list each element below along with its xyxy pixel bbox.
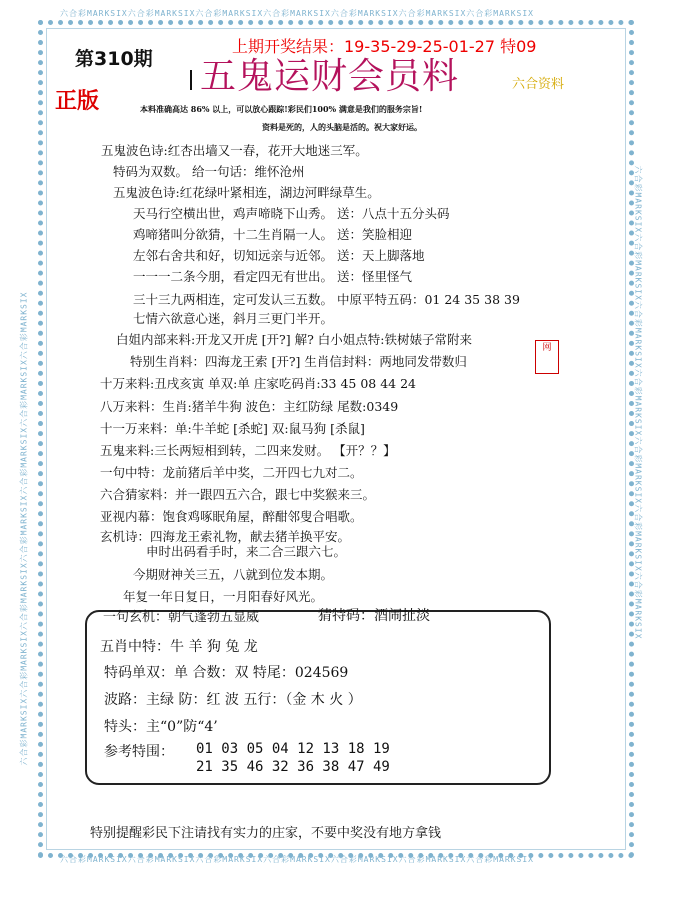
odd-even-line: 特码单双：单 合数：双 特尾：024569	[104, 665, 349, 681]
watermark-left: 六合彩MARKSIX六合彩MARKSIX六合彩MARKSIX六合彩MARKSIX六合彩MARKSIX六合彩MARKSIX六合彩MARKSIX	[19, 291, 29, 766]
riddle-line: 一句玄机：朝气蓬勃五显威	[103, 610, 260, 625]
reference-label: 参考特围：	[104, 744, 174, 760]
text-line: 特别生肖料：四海龙王索 [开?] 生肖信封料：两地同发带数归	[130, 354, 467, 369]
watermark-bottom: 六合彩MARKSIX六合彩MARKSIX六合彩MARKSIX六合彩MARKSIX六合彩MARKSIX六合彩MARKSIX六合彩MARKSIX	[60, 855, 535, 864]
text-line: 左邻右舍共和好，切知远亲与近邻。 送：天上脚落地	[133, 248, 425, 263]
text-line: 十万来料:丑戌亥寅 单双:单 庄家吃码肖:33 45 08 44 24	[100, 376, 417, 391]
reference-row-1: 01 03 05 04 12 13 18 19	[196, 741, 390, 757]
text-line: 七情六欲意心迷，斜月三更门半开。	[133, 311, 334, 326]
guess-line: 猜特码：酒闹扯淡	[318, 608, 430, 624]
text-line: 一句中特：龙前猪后羊中奖，二开四七九对二。	[100, 465, 363, 480]
watermark-top: 六合彩MARKSIX六合彩MARKSIX六合彩MARKSIX六合彩MARKSIX六合彩MARKSIX六合彩MARKSIX六合彩MARKSIX	[60, 9, 535, 18]
title-bar	[190, 70, 192, 90]
text-line: 白姐内部来料:开龙又开虎 [开?] 解? 白小姐点特:铁树婊子常附来	[116, 332, 473, 347]
text-line: 申时出码看手时，来二合三跟六七。	[146, 544, 347, 559]
slogan-luck: 资料是死的，人的头脑是活的。祝大家好运。	[262, 122, 422, 132]
text-line: 三十三九两相连，定可发认三五数。 中原平特五码：01 24 35 38 39	[133, 292, 520, 307]
text-line: 六合猜家料：并一跟四五六合，跟七中奖猴来三。	[100, 487, 376, 502]
text-line: 玄机诗：四海龙王索礼物，献去猪羊换平安。	[100, 529, 351, 544]
red-stamp: 网	[535, 340, 559, 374]
sub-brand: 六合资料	[512, 77, 565, 92]
text-line: 特码为双数。 给一句话：维怀沧州	[113, 164, 305, 179]
footer-warning: 特别提醒彩民下注请找有实力的庄家，不要中奖没有地方拿钱	[90, 826, 442, 841]
text-line: 五鬼波色诗:红花绿叶紧相连，湖边河畔绿草生。	[113, 185, 380, 200]
watermark-right: 六合彩MARKSIX六合彩MARKSIX六合彩MARKSIX六合彩MARKSIX六合彩MARKSIX六合彩MARKSIX六合彩MARKSIX	[633, 165, 643, 640]
text-line: 十一万来料：单:牛羊蛇 [杀蛇] 双:鼠马狗 [杀鼠]	[100, 421, 365, 436]
main-title: 五鬼运财会员料	[200, 56, 460, 97]
wave-line: 波路：主绿 防：红 波 五行：（金 木 火 ）	[104, 692, 362, 708]
five-zodiac-line: 五肖中特：牛 羊 狗 兔 龙	[100, 639, 258, 655]
text-line: 亚视内幕：饱食鸡啄眠角屋，醉酣邻叟合唱歌。	[100, 509, 363, 524]
head-line: 特头：主“0”防“4’	[104, 719, 218, 735]
text-line: 鸡啼猪叫分欲猜，十二生肖隔一人。 送：笑脸相迎	[133, 227, 412, 242]
issue-number: 第310期	[75, 48, 153, 70]
authentic-label: 正版	[55, 89, 100, 114]
text-line: 八万来料：生肖:猪羊牛狗 波色：主红防绿 尾数:0349	[100, 399, 399, 414]
slogan-accuracy: 本料准确高达 86% 以上，可以放心跟踪!彩民们100% 满意是我们的服务宗旨!	[140, 104, 423, 114]
text-line: 天马行空横出世，鸡声啼晓下山秀。 送：八点十五分头码	[133, 206, 450, 221]
text-line: 五鬼波色诗:红杏出墙又一春，花开大地迷三军。	[101, 143, 368, 158]
last-draw-result: 上期开奖结果：19-35-29-25-01-27 特09	[232, 37, 537, 56]
text-line: 今期财神关三五，八就到位发本期。	[133, 567, 334, 582]
text-line: 年复一年日复日，一月阳春好风光。	[123, 589, 324, 604]
reference-row-2: 21 35 46 32 36 38 47 49	[196, 759, 390, 775]
text-line: 一一一二条今朋，看定四无有世出。 送：怪里怪气	[133, 269, 412, 284]
text-line: 五鬼来料:三长两短相到转，二四来发财。 【开？？】	[100, 443, 396, 458]
